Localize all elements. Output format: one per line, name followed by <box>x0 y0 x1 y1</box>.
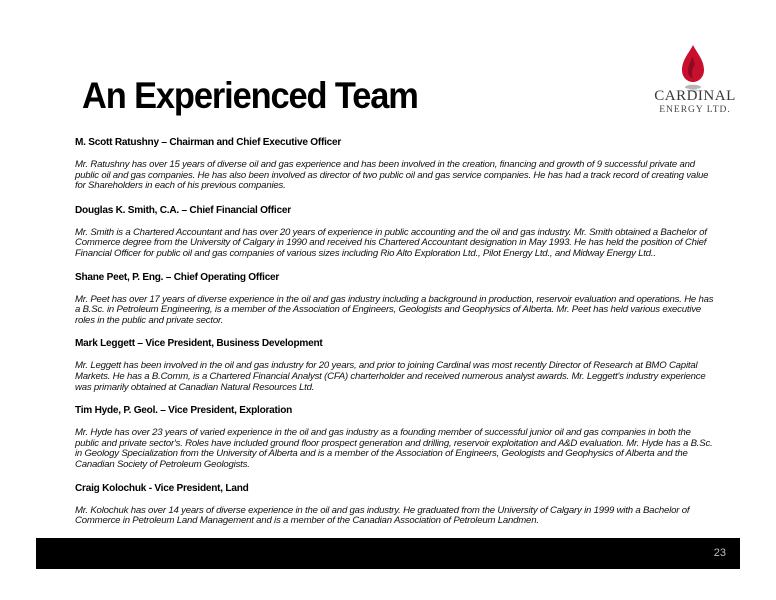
cardinal-logo <box>650 44 746 128</box>
team-member <box>75 136 715 192</box>
team-member <box>75 482 715 527</box>
member-bio: Mr. Kolochuk has over 14 years of diverse experience in the oil and gas industry. He graduated from the University of Calgary in 1999 with a Bachelor of Commerce in Petroleum Land Management and is a member of the Canadian Association of Petroleum Landmen. <box>75 504 690 527</box>
member-name: Douglas K. Smith, C.A. – Chief Financial Officer <box>75 203 291 216</box>
page-title: An Experienced Team <box>82 75 418 116</box>
member-bio: Mr. Peet has over 17 years of diverse experience in the oil and gas industry including a background in production, reservoir evaluation and operations. He has a B.Sc. in Petroleum Engineering, is a member of the Association of Engineers, Geologists and Geophysics of Alberta. Mr. Peet has held various executive roles in the public and private sector. <box>75 293 714 326</box>
member-name: Tim Hyde, P. Geol. – Vice President, Exploration <box>75 404 293 417</box>
member-bio: Mr. Leggett has been involved in the oil and gas industry for 20 years, and prior to joining Cardinal was most recently Director of Research at BMO Capital Markets. He has a B.Comm, is a Chartered Financial Analyst (CFA) charterholder and received numerous analyst awards. Mr. Leggett's industry experience was primarily obtained at Canadian Natural Resources Ltd. <box>75 360 706 393</box>
member-bio: Mr. Smith is a Chartered Accountant and has over 20 years of experience in public accounting and the oil and gas industry. Mr. Smith obtained a Bachelor of Commerce degree from the University of Calgary in 1990 and received his Chartered Accountant designation in May 1993. He has held the position of Chief Financial Officer for public oil and gas companies of various sizes including Rio Alto Exploration Ltd., Pilot Energy Ltd., and Midway Energy Ltd.. <box>75 226 707 259</box>
member-name: Shane Peet, P. Eng. – Chief Operating Officer <box>75 270 280 283</box>
team-member <box>75 337 715 393</box>
team-member <box>75 204 715 260</box>
member-name: Craig Kolochuk - Vice President, Land <box>75 481 249 494</box>
member-name: M. Scott Ratushny – Chairman and Chief Executive Officer <box>75 136 342 148</box>
team-list <box>75 136 715 538</box>
logo-subtitle: ENERGY LTD. <box>659 105 731 115</box>
flame-drop-icon <box>678 44 708 92</box>
member-bio: Mr. Ratushny has over 15 years of diverse oil and gas experience and has been involved in the creation, financing and growth of 9 successful private and public oil and gas companies. He has also been involved as director of two public oil and gas service companies. He has had a track record of creating value for Shareholders in each of his previous companies. <box>75 159 709 192</box>
member-bio: Mr. Hyde has over 23 years of varied experience in the oil and gas industry as a founding member of successful junior oil and gas companies in both the public and private sector's. Roles have included ground floor prospect generation and drilling, reservoir exploitation and A&D evaluation. Mr. Hyde has a B.Sc. in Geology Specialization from the University of Alberta and is a member of the Association of Engineers, Geologists and Geophysics of Alberta and the Canadian Society of Petroleum Geologists. <box>75 427 713 470</box>
team-member <box>75 404 715 470</box>
member-name: Mark Leggett – Vice President, Business Development <box>75 337 323 350</box>
logo-name: CARDINAL <box>654 88 736 104</box>
team-member <box>75 271 715 327</box>
page-number: 23 <box>713 547 726 559</box>
footer-bar <box>36 538 740 569</box>
